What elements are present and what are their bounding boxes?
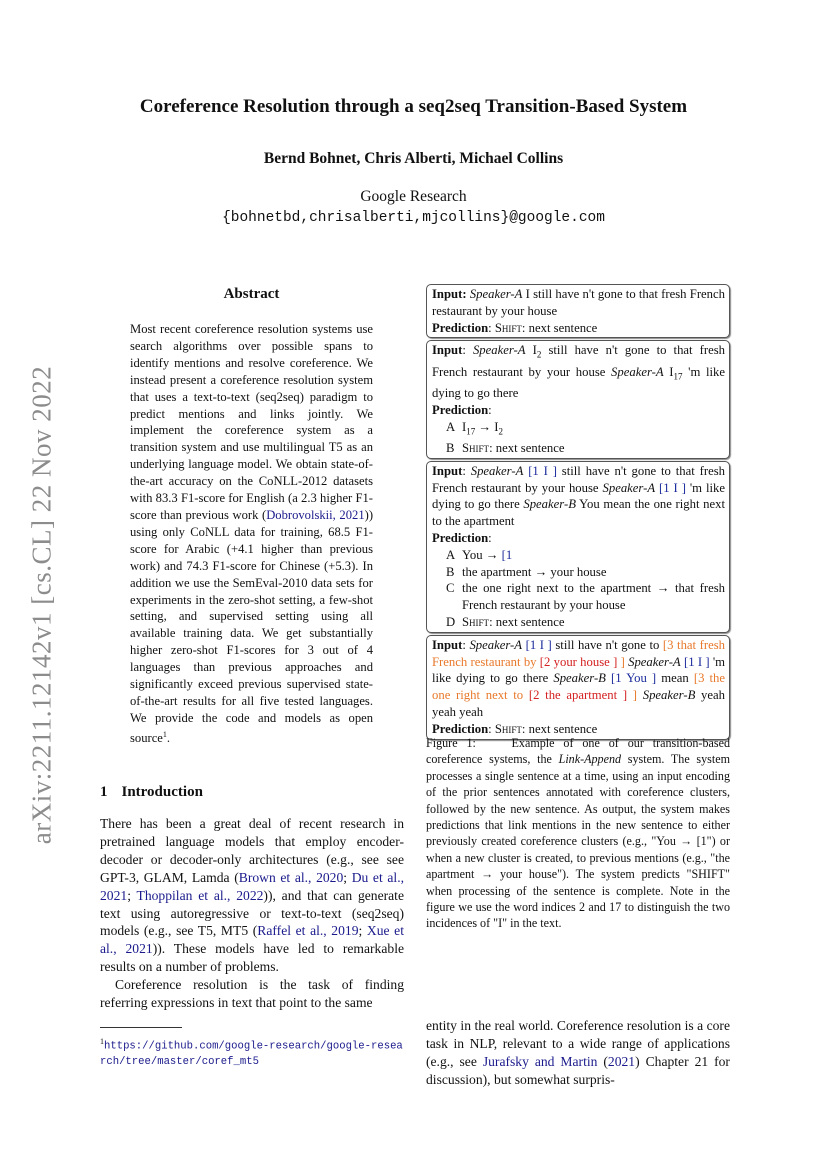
figure-1 [426,284,730,736]
email: {bohnetbd,chrisalberti,mjcollins}@google.com [222,210,605,226]
abstract-text: Most recent coreference resolution systems use search algorithms over possible spans to identify mentions and resolve coreference. We instead present a coreference resolution system that uses a text-to-text (seq2seq) paradigm to predict mentions and links jointly. We implement the coreference system as a transition system and use multilingual T5 as an underlying language model. We obtain state-of-the-art accuracy on the CoNLL-2012 datasets with 83.3 F1-score for English (a 2.3 higher F1-score than previous work (Dobrovolskii, 2021)) using only CoNLL data for training, 68.5 F1-score for Arabic (+4.1 higher than previous work) and 74.3 F1-score for Chinese (+5.3). In addition we use the SemEval-2010 data sets for experiments in the zero-shot setting, a few-shot setting, and supervised setting using all available training data. We get substantially higher zero-shot F1-scores for 3 out of 4 languages than previous approaches and significantly exceed previous supervised state-of-the-art results for all five tested languages. We provide the code and models as open source$^1$. [130,322,374,745]
figure-box-2: Input: Speaker-A $I_2$ still have n't gone to that fresh French restaurant by your house Speaker-A $I_{17}$ 'm like dying to go there Prediction: A $I_{17} \to I_2$ B Shift: next sentence [426,340,730,458]
citation-link[interactable]: Dobrovolskii, 2021 [266,507,365,522]
figure-caption: Figure 1: Example of one of our transition-based coreference systems, the Link-Append system. The system processes a single sentence at a time, using an input encoding of the prior sentences annotated with coreference clusters, followed by the new sentence. As output, the system makes predictions that link mentions in the new sentence to either previously created coreference clusters (e.g., "You → [1") or when a new cluster is created, to previous mentions (e.g., "the apartment → your house"). The system predicts "SHIFT" when processing of the sentence is complete. Note in the figure we use the word indices 2 and 17 to distinguish the two incidences of "I" in the text. [426,736,730,931]
paper-title: Coreference Resolution through a seq2seq Transition-Based System [139,96,688,117]
citation-link[interactable]: Xue et al., 2021 [100,923,404,957]
figure-box-1: Input: Speaker-A I still have n't gone to that fresh French restaurant by your house Prediction: Shift: next sentence [426,284,730,338]
prediction-item: B Shift: next sentence [446,440,565,455]
citation-link[interactable]: Raffel et al., 2019 [257,923,359,939]
affiliation: Google Research [360,188,467,205]
section-heading-introduction: 1 Introduction [100,784,203,800]
footnote-rule [100,1027,182,1028]
prediction-item: A $I_{17} \to I_2$ [446,419,503,437]
footnote-mark[interactable]: 1 [162,729,167,739]
prediction-item: D Shift: next sentence [446,614,565,629]
prediction-item: A You → [1 [446,547,513,562]
figure-box-4: Input: Speaker-A [1 I ] still have n't gone to [3 that fresh French restaurant by [2 your house ] ] Speaker-A [1 I ] 'm like dying to go there Speaker-B [1 You ] mean [3 the one right next to [2 the apartment ] ] Speaker-B yeah yeah yeah Prediction: Shift: next sentence [426,635,730,740]
citation-link[interactable]: Thoppilan et al., 2022 [136,887,264,903]
citation-link[interactable]: Jurafsky and Martin [482,1053,598,1069]
abstract-heading: Abstract [223,286,280,302]
citation-link[interactable]: Brown et al., 2020 [238,869,344,885]
intro-paragraph-1: There has been a great deal of recent research in pretrained language models that employ encoder-decoder or decoder-only architectures (e.g., see see GPT-3, GLAM, Lamda (Brown et al., 2020; Du et al., 2021; Thoppilan et al., 2022)), and that can generate text using autoregressive or text-to-text (seq2seq) models (e.g., see T5, MT5 (Raffel et al., 2019; Xue et al., 2021)). These models have led to remarkable results on a number of problems. [100,816,404,975]
prediction-item: B the apartment → your house [446,564,607,579]
introduction-text [100,815,404,1012]
citation-link[interactable]: Du et al., 2021 [100,869,404,903]
figure-box-3: Input: Speaker-A [1 I ] still have n't gone to that fresh French restaurant by your house Speaker-A [1 I ] 'm like dying to go there Speaker-B You mean the one right next to the apartment Prediction: A You → [1 B the apartment → your house C the one right next to the apartment → that fresh French restaurant by your house D Shift: next sentence [426,461,730,633]
footnote: $^1$https://github.com/google-research/google-research/tree/master/coref_mt5 [100,1037,403,1069]
prediction-item: C the one right next to the apartment → that fresh French restaurant by your house [446,581,725,613]
intro-paragraph-2: Coreference resolution is the task of finding referring expressions in text that point to the same [100,977,404,1011]
arxiv-side-stamp: arXiv:2211.12142v1 [cs.CL] 22 Nov 2022 [26,365,57,845]
footnote-url-link[interactable]: https://github.com/google-research/google-research/tree/master/coref_mt5 [100,1040,403,1069]
citation-year-link[interactable]: 2021 [607,1053,636,1069]
authors: Bernd Bohnet, Chris Alberti, Michael Collins [263,150,564,167]
right-column-text: entity in the real world. Coreference resolution is a core task in NLP, relevant to a wide range of applications (e.g., see Jurafsky and Martin (2021) Chapter 21 for discussion), but somewhat surpris- [426,1018,730,1087]
